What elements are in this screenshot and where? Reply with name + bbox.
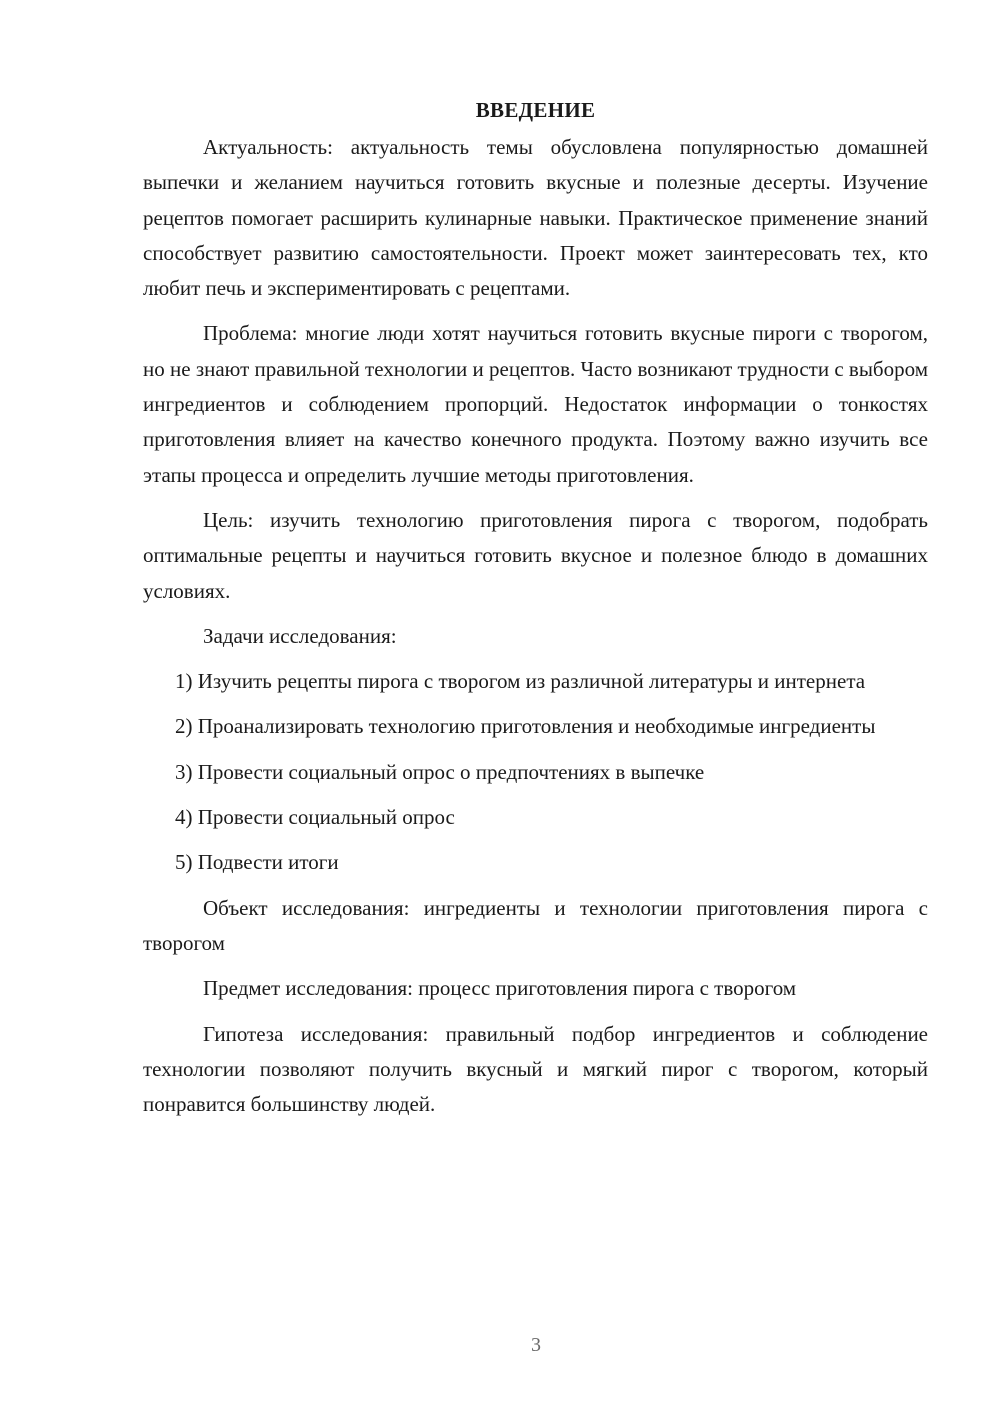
tasks-list [143,664,928,880]
list-item: 2) Проанализировать технологию приготовления и необходимые ингредиенты [175,714,876,739]
list-item: 1) Изучить рецепты пирога с творогом из различной литературы и интернета [175,669,866,694]
tasks-heading: Задачи исследования: [203,623,397,648]
page-title: ВВЕДЕНИЕ [475,98,596,122]
relevance-paragraph: Актуальность: актуальность темы обусловлена популярностью домашней выпечки и желанием научиться готовить вкусные и полезные десерты. Изучение рецептов помогает расширить кулинарные навыки. Практическое применение знаний способствует развитию самостоятельности. Проект может заинтересовать тех, кто любит печь и экспериментировать с рецептами. [143,135,928,301]
subject-paragraph: Предмет исследования: процесс приготовления пирога с творогом [203,976,797,1001]
list-item: 3) Провести социальный опрос о предпочтениях в выпечке [175,759,705,784]
hypothesis-paragraph: Гипотеза исследования: правильный подбор ингредиентов и соблюдение технологии позволяют получить вкусный и мягкий пирог с творогом, который понравится большинству людей. [143,1021,928,1117]
goal-paragraph: Цель: изучить технологию приготовления пирога с творогом, подобрать оптимальные рецепты и научиться готовить вкусное и полезное блюдо в домашних условиях. [143,507,928,603]
object-paragraph: Объект исследования: ингредиенты и технологии приготовления пирога с творогом [143,895,928,955]
list-item: 4) Провести социальный опрос [175,805,455,830]
document-page [143,92,928,1132]
list-item: 5) Подвести итоги [175,850,339,875]
problem-paragraph: Проблема: многие люди хотят научиться готовить вкусные пироги с творогом, но не знают правильной технологии и рецептов. Часто возникают трудности с выбором ингредиентов и соблюдением пропорций. Недостаток информации о тонкостях приготовления влияет на качество конечного продукта. Поэтому важно изучить все этапы процесса и определить лучшие методы приготовления. [143,321,928,487]
page-number: 3 [531,1334,541,1356]
